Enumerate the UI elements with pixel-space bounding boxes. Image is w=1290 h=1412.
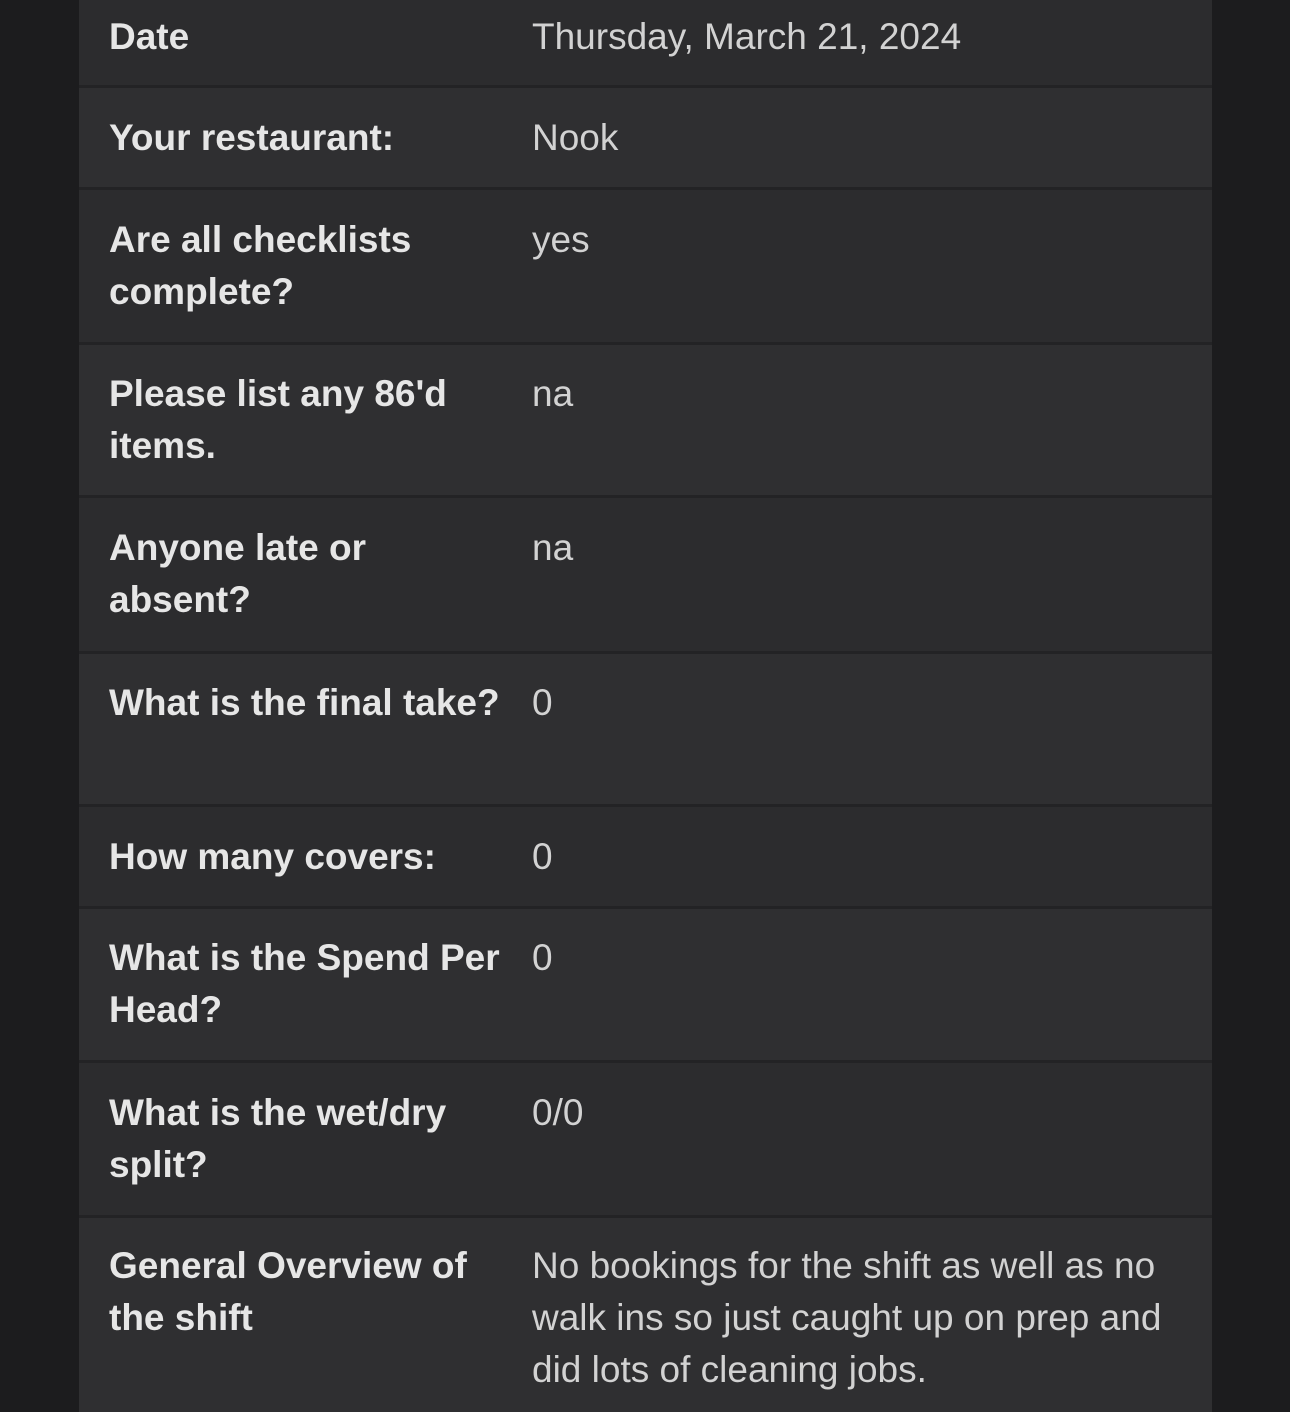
row-value: 0	[532, 937, 553, 978]
row-label: Anyone late or absent?	[109, 527, 366, 620]
row-spend-per-head	[79, 909, 1212, 1063]
row-value: na	[532, 527, 574, 568]
row-label: General Overview of the shift	[109, 1245, 467, 1338]
row-wet-dry-split	[79, 1063, 1212, 1218]
row-value: 0/0	[532, 1092, 584, 1133]
row-label: Date	[109, 16, 190, 57]
row-covers	[79, 807, 1212, 909]
row-checklists	[79, 190, 1212, 345]
row-final-take	[79, 654, 1212, 807]
row-label: What is the final take?	[109, 682, 500, 723]
row-late-absent	[79, 498, 1212, 654]
row-label: Are all checklists complete?	[109, 219, 412, 312]
row-value: No bookings for the shift as well as no walk ins so just caught up on prep and did lots of cleaning jobs.	[532, 1245, 1162, 1390]
row-value: Nook	[532, 117, 619, 158]
row-label: What is the wet/dry split?	[109, 1092, 447, 1185]
row-value: Thursday, March 21, 2024	[532, 16, 962, 57]
row-label: Please list any 86'd items.	[109, 373, 447, 466]
row-date	[79, 0, 1212, 88]
row-value: 0	[532, 836, 553, 877]
row-label: What is the Spend Per Head?	[109, 937, 500, 1030]
row-general-overview	[79, 1218, 1212, 1412]
row-label: How many covers:	[109, 836, 436, 877]
row-value: yes	[532, 219, 590, 260]
row-value: 0	[532, 682, 553, 723]
row-value: na	[532, 373, 574, 414]
row-restaurant	[79, 88, 1212, 190]
row-label: Your restaurant:	[109, 117, 395, 158]
row-86d-items	[79, 345, 1212, 498]
shift-report-table	[79, 0, 1212, 1412]
